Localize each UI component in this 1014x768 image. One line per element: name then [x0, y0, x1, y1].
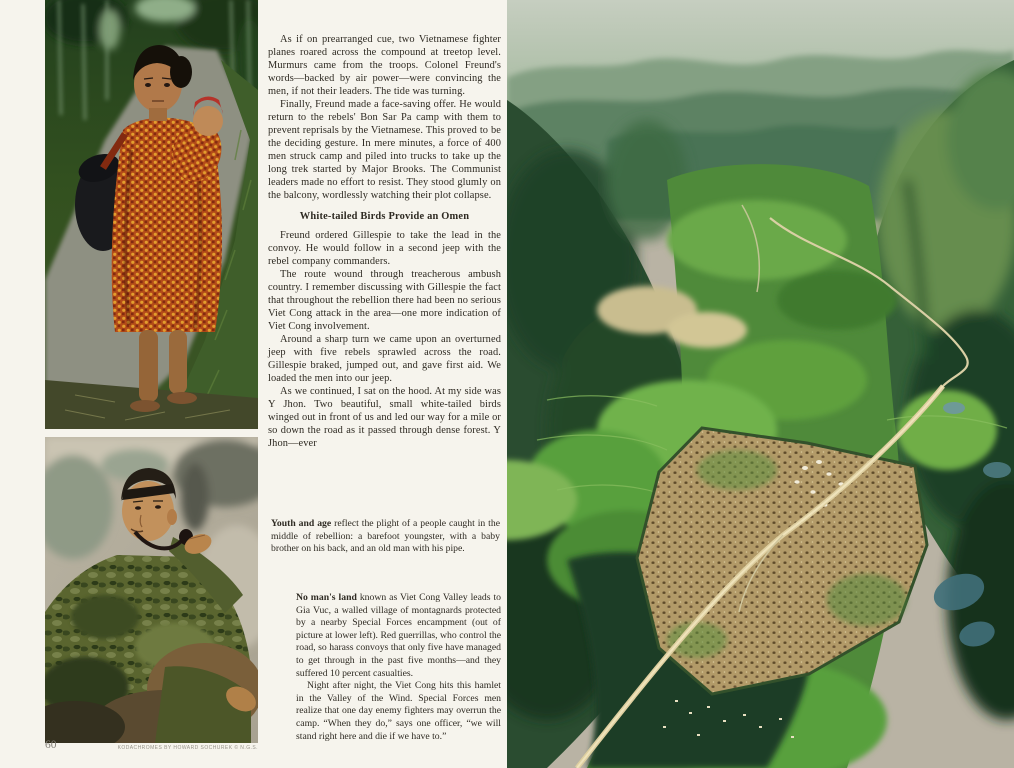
caption-text: Night after night, the Viet Cong hits this hamlet in the Valley of the Wind. Special Forces men realize that one day enemy fighters may overrun the camp. “When they do,” says one officer, “we will stand right here and die if we have to.” [296, 680, 501, 742]
article-paragraph: Finally, Freund made a face-saving offer. He would return to the rebels' Bon Sar Pa camp with them to prevent reprisals by the Vietnamese. This proved to be the deciding gesture. In mere minutes, a force of 400 men struck camp and piled into trucks to take up the long trek started by Major Brooks. The Communist leaders made no effort to resist. They stood glumly on the balcony, wordlessly watching their plot collapse. [268, 99, 501, 201]
caption-no-mans-land [296, 592, 501, 743]
page-number: 60 [45, 739, 57, 751]
caption-youth-and-age [271, 518, 500, 556]
article-column [268, 33, 501, 450]
caption-lead: No man's land [296, 592, 357, 603]
baby-head [193, 106, 223, 136]
photo-aerial-viet-cong-valley [507, 0, 1014, 768]
article-paragraph: Around a sharp turn we came upon an overturned jeep with five rebels sprawled across the road. Gillespie braked, jumped out, and gave first aid. We loaded the men into our jeep. [268, 334, 501, 384]
photo-credit: KODACHROMES BY HOWARD SOCHUREK © N.G.S. [117, 745, 258, 751]
article-paragraph: As we continued, I sat on the hood. At my side was Y Jhon. Two beautiful, small white-tailed birds winged out in front of us and led our way for a mile or so down the road as it passed through dense forest. Y Jhon—ever [268, 386, 501, 449]
photo-boy-with-baby [45, 0, 258, 429]
caption-text [296, 592, 501, 680]
caption-text [271, 518, 500, 556]
caption-body: known as Viet Cong Valley leads to Gia Vuc, a walled village of montagnards protected by a nearby Special Forces encampment (out of picture at lower left). Red guerrillas, who control the road, so harass convoys that only five have managed to get through in the past five months—and they suffered 10 percent casualties. [296, 592, 501, 679]
article-paragraph: Freund ordered Gillespie to take the lead in the convoy. He would follow in a second jeep with the rebel company commanders. [268, 230, 501, 267]
caption-body: reflect the plight of a people caught in the middle of rebellion: a barefoot youngster, with a baby brother on his back, and an old man with his pipe. [271, 518, 500, 555]
boy-leg [169, 330, 187, 394]
article-paragraph: As if on prearranged cue, two Vietnamese fighter planes roared across the compound at treetop level. Murmurs came from the troops. Colonel Freund's words—backed by air power—were convincing the men, if not their leaders. The tide was turning. [268, 34, 501, 97]
section-heading: White-tailed Birds Provide an Omen [299, 211, 470, 222]
article-paragraph: The route wound through treacherous ambush country. I remember discussing with Gillespie the fact that throughout the rebellion there had been no serious Viet Cong attack in the area—one more indication of Viet Cong involvement. [268, 269, 501, 332]
boy-leg [139, 330, 158, 402]
caption-lead: Youth and age [271, 518, 332, 529]
photo-old-man-with-pipe [45, 437, 258, 743]
